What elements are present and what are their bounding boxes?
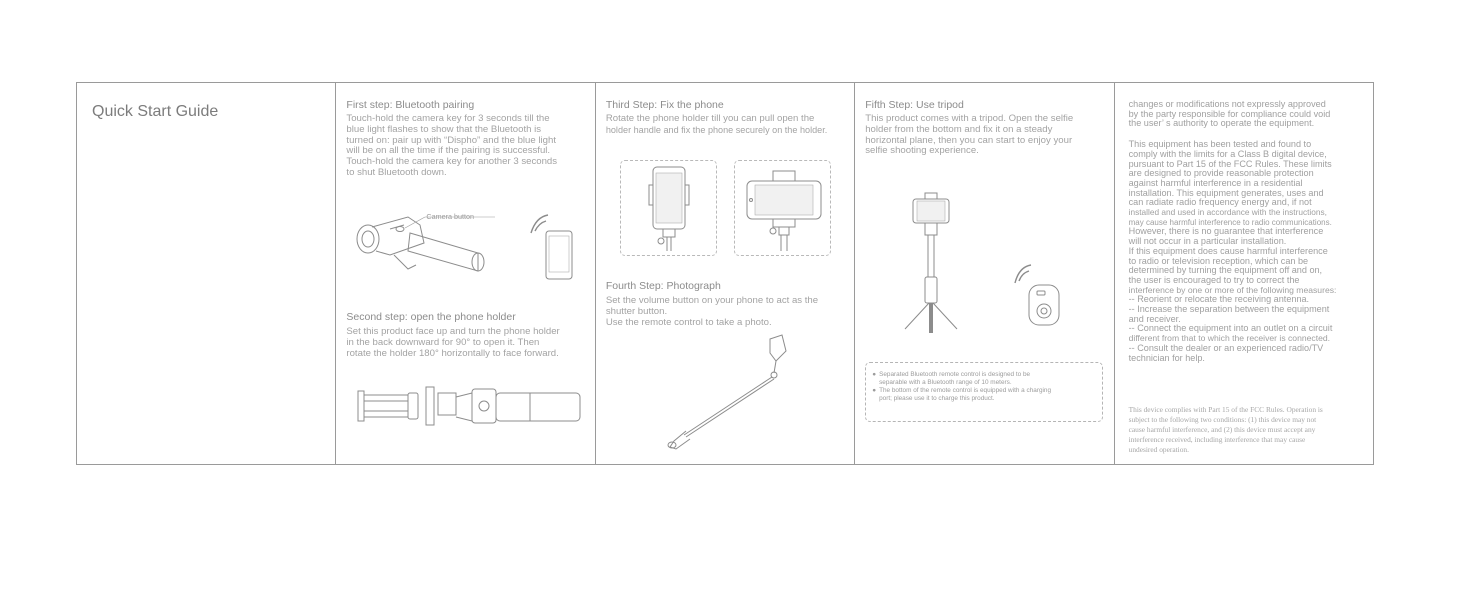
steps-3-4-panel [595,83,854,464]
tripod-illustration [901,191,961,336]
remote-control-illustration [1013,263,1073,333]
step3-text: Rotate the phone holder till you can pull open the holder handle and fix the phone securely on the holder. [605,113,828,135]
remote-note-1: ● Separated Bluetooth remote control is designed to be separable with a Bluetooth range of 10 meters. [872,371,1031,386]
fcc-statement [1129,100,1365,363]
guide-title: Quick Start Guide [92,103,219,120]
fcc-paragraph-2: This equipment has been tested and found to comply with the limits for a Class B digital device, pursuant to Part 15 of the FCC Rules. These limits are designed to provide reasonable protection against harmful interference in a residential installation. This equipment generates, uses and can radiate radio frequency energy and, if not installed and used in accordance with the instructions, may cause harmful interference to radio communications. However, there is no guarantee that interference will not occur in a particular installation. If this equipment does cause harmful interference to radio or television reception, which can be determined by turning the equipment off and on, the user is encouraged to try to correct the interference by one or more of the following measures: -- Reorient or relocate the receiving antenna. -- Increase the separation between the equipment and receiver. -- Connect the equipment into an outlet on a circuit different from that to which the receiver is connected. -- Consult the dealer or an experienced radio/TV technician for help. [1128,139,1337,363]
step5-text: This product comes with a tripod. Open the selfie holder from the bottom and fix it on a steady horizontal plane, then you can start to enjoy your selfie shooting experience. [865,113,1074,157]
step5-title: Fifth Step: Use tripod [865,99,964,111]
quick-start-sheet [76,82,1374,465]
step4-title: Fourth Step: Photograph [605,280,721,292]
photograph-stick-illustration [656,331,806,451]
remote-notes-box [865,362,1103,422]
fcc-panel [1114,83,1373,464]
fix-phone-horizontal-illustration [734,160,831,256]
remote-note-2: ● The bottom of the remote control is equipped with a charging port; please use it to charge this product. [872,387,1052,402]
cover-panel [77,83,335,464]
camera-button-callout: Camera button [426,212,474,221]
phone-holder-open-illustration [354,381,582,431]
steps-1-2-panel [335,83,594,464]
step-5-panel [854,83,1113,464]
step4-text: Set the volume button on your phone to act as the shutter button. Use the remote control to take a photo. [605,295,819,328]
step2-text: Set this product face up and turn the phone holder in the back downward for 90° to open it. Then rotate the holder 180° horizontally to face forward. [346,326,560,359]
step2-title: Second step: open the phone holder [346,311,516,323]
fcc-part15-notice: This device complies with Part 15 of the FCC Rules. Operation is subject to the following two conditions: (1) this device may not cause harmful interference, and (2) this device must accept any interference received, including interference that may cause undesired operation. [1128,405,1323,454]
step3-title: Third Step: Fix the phone [605,99,724,111]
fcc-paragraph-1: changes or modifications not expressly approved by the party responsible for compliance could void the user’ s authority to operate the equipment. [1128,99,1331,129]
step1-title: First step: Bluetooth pairing [346,99,475,111]
fix-phone-vertical-illustration [620,160,717,256]
step1-text: Touch-hold the camera key for 3 seconds till the blue light flashes to show that the Bluetooth is turned on: pair up with “Dispho” and the blue light will be on all the time if the pairing is successful. Touch-hold the camera key for another 3 seconds to shut Bluetooth down. [346,113,558,178]
